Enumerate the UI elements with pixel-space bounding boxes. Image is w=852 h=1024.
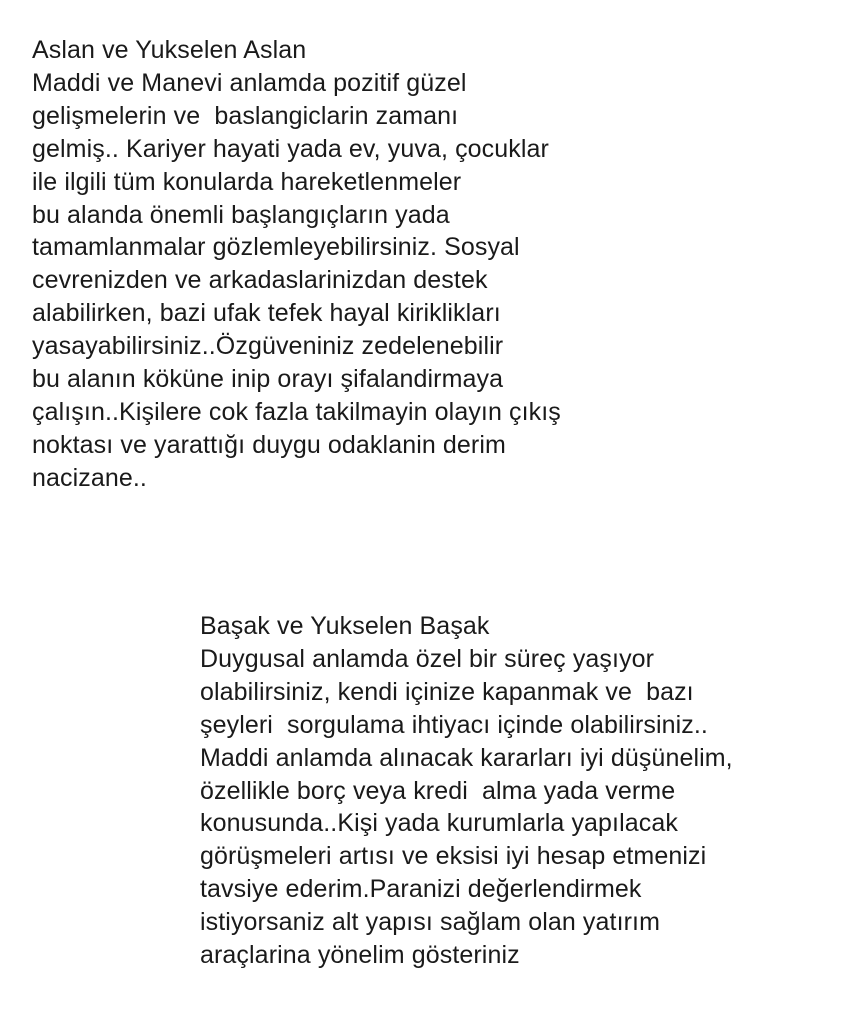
note-line: çalışın..Kişilere cok fazla takilmayin olayın çıkış bbox=[32, 397, 561, 426]
note-line: yasayabilirsiniz..Özgüveniniz zedelenebilir bbox=[32, 332, 504, 361]
note-line: bu alanın köküne inip orayı şifalandirmaya bbox=[32, 365, 504, 394]
note-line: Duygusal anlamda özel bir süreç yaşıyor bbox=[200, 644, 655, 673]
note-line: tavsiye ederim.Paranizi değerlendirmek bbox=[200, 875, 642, 904]
note-line: ile ilgili tüm konularda hareketlenmeler bbox=[32, 167, 462, 196]
note-line: nacizane.. bbox=[32, 463, 147, 492]
note-line: bu alanda önemli başlangıçların yada bbox=[32, 200, 450, 229]
note-line: gelişmelerin ve baslangiclarin zamanı bbox=[32, 101, 459, 130]
note-line: özellikle borç veya kredi alma yada verme bbox=[200, 776, 676, 805]
note-basak-yukselen-basak bbox=[200, 610, 840, 972]
note-line: olabilirsiniz, kendi içinize kapanmak ve bazı bbox=[200, 677, 694, 706]
note-title: Aslan ve Yukselen Aslan bbox=[32, 36, 307, 64]
note-line: Maddi anlamda alınacak kararları iyi düşünelim, bbox=[200, 743, 733, 772]
note-line: gelmiş.. Kariyer hayati yada ev, yuva, çocuklar bbox=[32, 134, 549, 163]
note-line: alabilirken, bazi ufak tefek hayal kiriklikları bbox=[32, 299, 501, 328]
note-line: cevrenizden ve arkadaslarinizdan destek bbox=[32, 266, 488, 295]
note-line: tamamlanmalar gözlemleyebilirsiniz. Sosyal bbox=[32, 233, 520, 262]
note-line: araçlarina yönelim gösteriniz bbox=[200, 941, 520, 970]
note-line: konusunda..Kişi yada kurumlarla yapılacak bbox=[200, 809, 678, 838]
note-line: istiyorsaniz alt yapısı sağlam olan yatırım bbox=[200, 908, 661, 937]
note-line: noktası ve yarattığı duygu odaklanin derim bbox=[32, 430, 506, 459]
note-line: Maddi ve Manevi anlamda pozitif güzel bbox=[32, 68, 467, 97]
note-title: Başak ve Yukselen Başak bbox=[200, 612, 490, 640]
note-aslan-yukselen-aslan bbox=[32, 34, 832, 495]
note-line: görüşmeleri artısı ve eksisi iyi hesap etmenizi bbox=[200, 842, 707, 871]
note-line: şeyleri sorgulama ihtiyacı içinde olabilirsiniz.. bbox=[200, 710, 708, 739]
